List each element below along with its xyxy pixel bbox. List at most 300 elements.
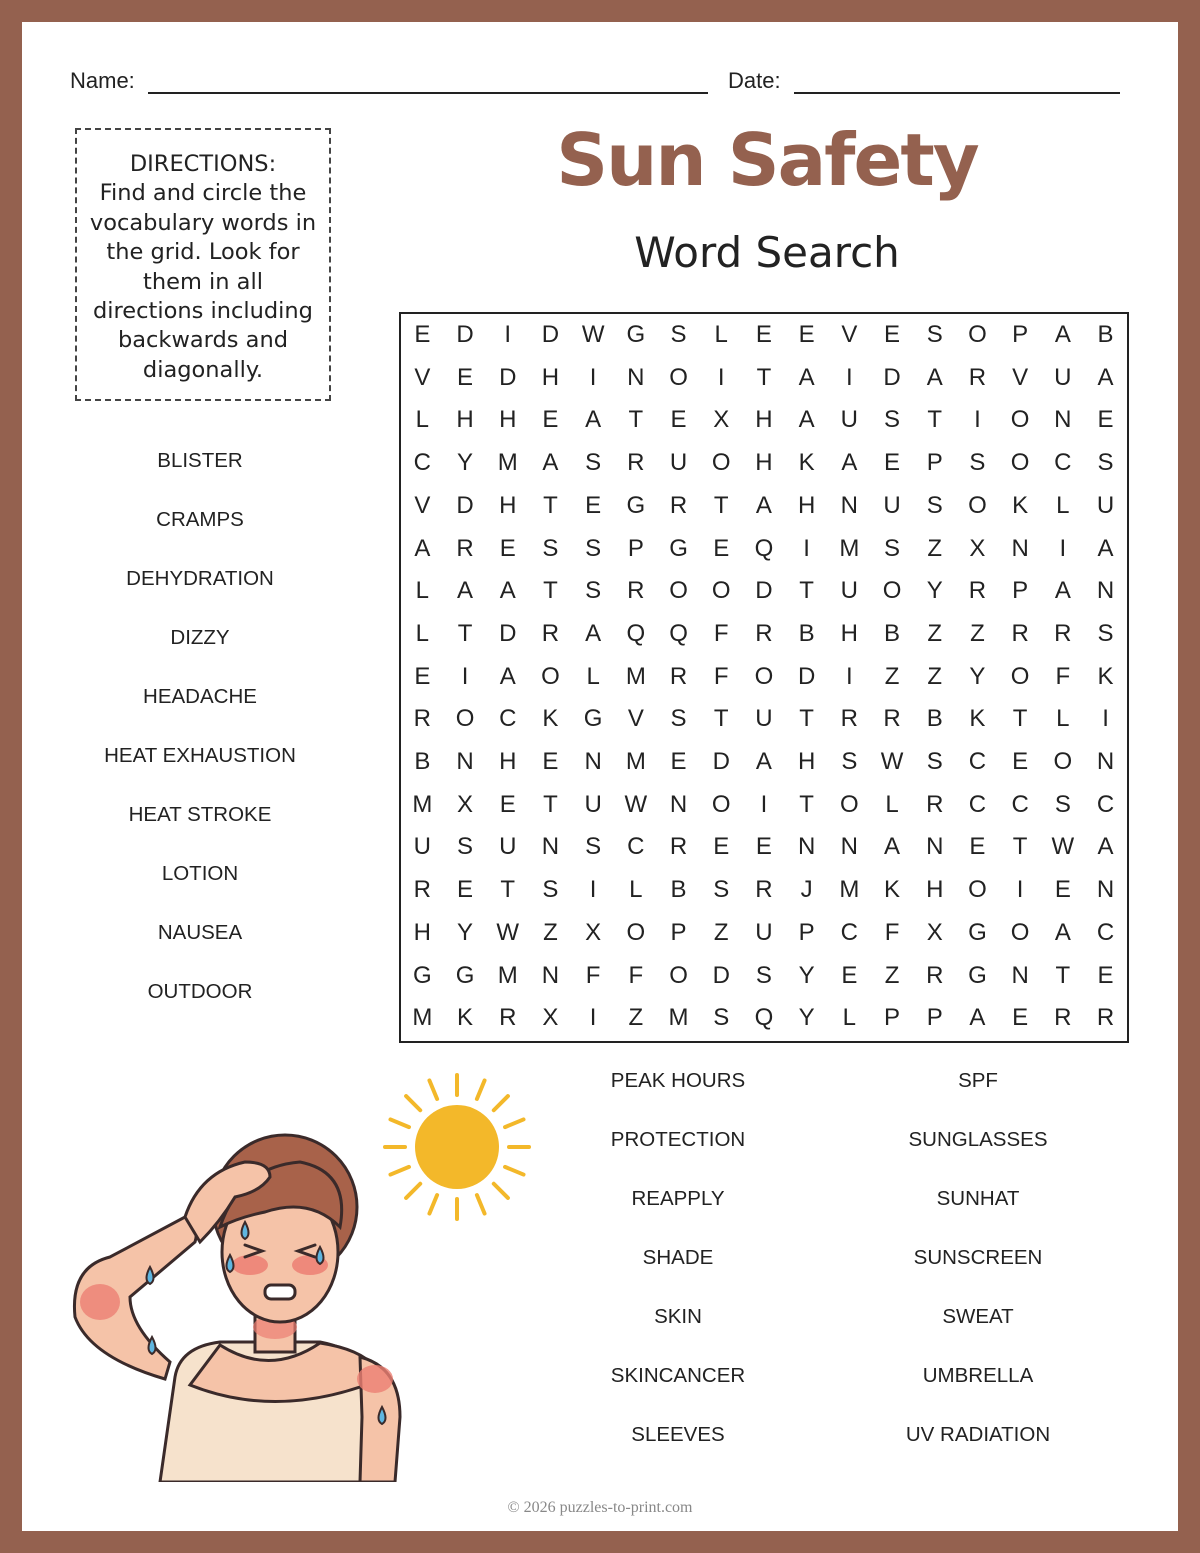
grid-letter[interactable]: P <box>1012 577 1029 605</box>
grid-letter[interactable]: O <box>1010 918 1030 946</box>
grid-letter[interactable]: B <box>798 619 815 647</box>
grid-letter[interactable]: Z <box>927 619 943 647</box>
grid-letter[interactable]: A <box>585 619 602 647</box>
grid-letter[interactable]: X <box>457 790 474 818</box>
grid-letter[interactable]: T <box>543 577 558 605</box>
grid-letter[interactable]: A <box>1054 321 1071 348</box>
grid-letter[interactable]: F <box>713 619 729 647</box>
grid-letter[interactable]: Z <box>628 1004 644 1032</box>
grid-letter[interactable]: Z <box>927 662 943 690</box>
grid-letter[interactable]: S <box>926 748 943 775</box>
grid-letter[interactable]: A <box>542 449 559 477</box>
grid-letter[interactable]: D <box>499 619 517 647</box>
grid-letter[interactable]: A <box>755 748 772 775</box>
grid-letter[interactable]: A <box>798 363 815 391</box>
grid-letter[interactable]: X <box>585 918 602 946</box>
grid-letter[interactable]: E <box>499 790 516 818</box>
grid-letter[interactable]: Q <box>754 1004 774 1032</box>
grid-letter[interactable]: O <box>626 918 646 946</box>
grid-letter[interactable]: E <box>798 321 815 348</box>
grid-letter[interactable]: H <box>755 449 773 477</box>
grid-letter[interactable]: P <box>1012 321 1029 348</box>
grid-letter[interactable]: I <box>589 363 597 391</box>
grid-letter[interactable]: R <box>968 363 987 391</box>
grid-letter[interactable]: O <box>669 577 688 605</box>
grid-letter[interactable]: S <box>542 534 559 562</box>
grid-letter[interactable]: T <box>1012 705 1028 733</box>
grid-letter[interactable]: G <box>413 961 432 989</box>
grid-letter[interactable]: F <box>1055 662 1071 690</box>
grid-letter[interactable]: D <box>712 961 730 989</box>
grid-letter[interactable]: A <box>414 534 431 562</box>
grid-letter[interactable]: Z <box>543 918 558 946</box>
grid-letter[interactable]: H <box>413 918 432 946</box>
grid-letter[interactable]: H <box>456 406 474 434</box>
grid-letter[interactable]: N <box>1054 406 1072 434</box>
grid-letter[interactable]: M <box>668 1004 689 1032</box>
grid-letter[interactable]: R <box>1096 1004 1115 1032</box>
grid-letter[interactable]: P <box>926 449 943 477</box>
grid-letter[interactable]: V <box>414 363 431 391</box>
grid-letter[interactable]: P <box>627 534 644 562</box>
grid-letter[interactable]: E <box>670 748 687 775</box>
grid-letter[interactable]: E <box>414 662 431 690</box>
grid-letter[interactable]: S <box>585 449 602 477</box>
grid-letter[interactable]: T <box>927 406 943 434</box>
date-label: Date: <box>728 68 781 93</box>
grid-letter[interactable]: E <box>1097 406 1114 434</box>
grid-letter[interactable]: S <box>1054 790 1071 818</box>
grid-letter[interactable]: V <box>1012 363 1029 391</box>
grid-letter[interactable]: C <box>1011 790 1029 818</box>
grid-letter[interactable]: T <box>1055 961 1071 989</box>
grid-letter[interactable]: H <box>541 363 560 391</box>
grid-letter[interactable]: I <box>1016 876 1024 904</box>
grid-letter[interactable]: D <box>797 662 816 690</box>
grid-letter[interactable]: T <box>713 705 729 733</box>
grid-letter[interactable]: B <box>884 619 901 647</box>
grid-letter[interactable]: R <box>669 491 688 519</box>
grid-letter[interactable]: I <box>974 406 981 434</box>
grid-letter[interactable]: N <box>797 833 816 861</box>
grid-letter[interactable]: S <box>755 961 772 989</box>
grid-letter[interactable]: U <box>499 833 517 861</box>
grid-letter[interactable]: T <box>543 491 558 519</box>
grid-letter[interactable]: R <box>755 876 773 904</box>
grid-letter[interactable]: B <box>926 705 943 733</box>
grid-letter[interactable]: B <box>670 876 687 904</box>
grid-letter[interactable]: C <box>1096 918 1115 946</box>
grid-letter[interactable]: U <box>1096 491 1115 519</box>
puzzle-subtitle: Word Search <box>634 228 900 277</box>
grid-letter[interactable]: Q <box>754 534 774 562</box>
grid-letter[interactable]: V <box>414 491 431 519</box>
grid-letter[interactable]: A <box>499 662 516 690</box>
grid-letter[interactable]: L <box>415 577 430 605</box>
grid-letter[interactable]: I <box>504 321 512 348</box>
grid-letter[interactable]: N <box>1011 534 1029 562</box>
grid-letter[interactable]: D <box>541 321 560 348</box>
grid-letter[interactable]: F <box>713 662 729 690</box>
grid-letter[interactable]: I <box>846 662 853 690</box>
grid-letter[interactable]: R <box>1054 1004 1072 1032</box>
grid-letter[interactable]: E <box>499 534 516 562</box>
grid-letter[interactable]: B <box>414 748 431 775</box>
vocab-word: HEAT EXHAUSTION <box>104 744 296 767</box>
grid-letter[interactable]: S <box>585 534 602 562</box>
grid-letter[interactable]: U <box>669 449 688 477</box>
grid-letter[interactable]: W <box>880 748 904 775</box>
grid-letter[interactable]: R <box>1054 619 1072 647</box>
grid-letter[interactable]: A <box>1054 577 1071 605</box>
grid-letter[interactable]: T <box>457 619 473 647</box>
grid-letter[interactable]: I <box>589 876 597 904</box>
grid-letter[interactable]: H <box>755 406 773 434</box>
grid-letter[interactable]: N <box>1096 876 1115 904</box>
grid-letter[interactable]: S <box>542 876 559 904</box>
grid-letter[interactable]: E <box>884 449 901 477</box>
grid-letter[interactable]: A <box>884 833 901 861</box>
grid-letter[interactable]: Z <box>927 534 943 562</box>
grid-letter[interactable]: R <box>926 790 944 818</box>
grid-letter[interactable]: S <box>926 491 943 519</box>
grid-letter[interactable]: K <box>542 705 559 733</box>
grid-letter[interactable]: K <box>1012 491 1029 519</box>
grid-letter[interactable]: O <box>1010 662 1030 690</box>
grid-letter[interactable]: S <box>585 833 602 861</box>
grid-letter[interactable]: K <box>798 449 815 477</box>
grid-letter[interactable]: E <box>884 321 901 348</box>
grid-letter[interactable]: T <box>543 790 558 818</box>
grid-letter[interactable]: A <box>798 406 815 434</box>
grid-letter[interactable]: R <box>456 534 474 562</box>
grid-letter[interactable]: S <box>1097 619 1114 647</box>
grid-letter[interactable]: E <box>755 833 772 861</box>
grid-letter[interactable]: L <box>415 406 430 434</box>
grid-letter[interactable]: D <box>499 363 517 391</box>
grid-letter[interactable]: R <box>755 619 773 647</box>
grid-letter[interactable]: W <box>496 918 520 946</box>
grid-letter[interactable]: M <box>497 961 518 989</box>
grid-letter[interactable]: I <box>589 1004 597 1032</box>
grid-letter[interactable]: R <box>926 961 944 989</box>
grid-letter[interactable]: E <box>414 321 431 348</box>
grid-letter[interactable]: Y <box>798 961 815 989</box>
grid-letter[interactable]: T <box>1012 833 1028 861</box>
grid-letter[interactable]: H <box>840 619 859 647</box>
grid-letter[interactable]: A <box>585 406 602 434</box>
grid-letter[interactable]: R <box>413 876 432 904</box>
grid-letter[interactable]: S <box>713 1004 730 1032</box>
grid-letter[interactable]: L <box>842 1004 857 1032</box>
grid-letter[interactable]: S <box>1097 449 1114 477</box>
grid-letter[interactable]: N <box>669 790 688 818</box>
grid-letter[interactable]: R <box>627 449 645 477</box>
grid-letter[interactable]: I <box>1102 705 1109 733</box>
grid-letter[interactable]: O <box>711 577 731 605</box>
grid-letter[interactable]: C <box>627 833 645 861</box>
grid-letter[interactable]: L <box>1056 705 1070 733</box>
grid-letter[interactable]: R <box>499 1004 517 1032</box>
grid-letter[interactable]: O <box>968 876 987 904</box>
grid-letter[interactable]: C <box>1054 449 1072 477</box>
grid-letter[interactable]: O <box>541 662 560 690</box>
worksheet-page <box>22 22 1178 1531</box>
grid-letter[interactable]: E <box>713 833 730 861</box>
grid-letter[interactable]: U <box>413 833 432 861</box>
grid-letter[interactable]: O <box>711 790 731 818</box>
grid-letter[interactable]: W <box>581 321 605 348</box>
grid-letter[interactable]: Z <box>884 961 900 989</box>
grid-letter[interactable]: U <box>1054 363 1072 391</box>
grid-letter[interactable]: Q <box>626 619 646 647</box>
grid-letter[interactable]: C <box>840 918 859 946</box>
grid-letter[interactable]: X <box>542 1004 559 1032</box>
grid-letter[interactable]: N <box>541 833 560 861</box>
grid-letter[interactable]: C <box>499 705 517 733</box>
grid-letter[interactable]: R <box>627 577 645 605</box>
grid-letter[interactable]: R <box>413 705 432 733</box>
grid-letter[interactable]: S <box>670 705 687 733</box>
grid-letter[interactable]: D <box>456 321 474 348</box>
grid-letter[interactable]: O <box>1053 748 1073 775</box>
grid-letter[interactable]: A <box>1097 833 1114 861</box>
grid-letter[interactable]: S <box>585 577 602 605</box>
grid-letter[interactable]: E <box>457 876 474 904</box>
grid-letter[interactable]: E <box>841 961 858 989</box>
grid-letter[interactable]: M <box>839 534 860 562</box>
grid-letter[interactable]: A <box>755 491 772 519</box>
grid-letter[interactable]: Y <box>457 918 474 946</box>
vocab-word: PROTECTION <box>610 1128 746 1151</box>
grid-letter[interactable]: E <box>713 534 730 562</box>
grid-letter[interactable]: N <box>1096 748 1115 775</box>
grid-letter[interactable]: N <box>1096 577 1115 605</box>
grid-letter[interactable]: C <box>1096 790 1115 818</box>
grid-letter[interactable]: O <box>968 321 987 348</box>
grid-letter[interactable]: Q <box>669 619 688 647</box>
grid-letter[interactable]: T <box>799 577 814 605</box>
grid-letter[interactable]: O <box>840 790 859 818</box>
grid-letter[interactable]: E <box>542 748 559 775</box>
grid-letter[interactable]: M <box>839 876 860 904</box>
vocab-word: HEAT STROKE <box>128 803 272 826</box>
grid-letter[interactable]: N <box>840 833 859 861</box>
grid-letter[interactable]: N <box>926 833 944 861</box>
grid-letter[interactable]: R <box>669 662 688 690</box>
grid-letter[interactable]: E <box>585 491 602 519</box>
grid-letter[interactable]: Y <box>969 662 986 690</box>
grid-letter[interactable]: A <box>1054 918 1071 946</box>
grid-letter[interactable]: O <box>968 491 987 519</box>
grid-letter[interactable]: U <box>755 918 773 946</box>
grid-letter[interactable]: D <box>883 363 901 391</box>
grid-letter[interactable]: E <box>1054 876 1071 904</box>
grid-letter[interactable]: O <box>669 961 688 989</box>
grid-letter[interactable]: Z <box>713 918 729 946</box>
grid-letter[interactable]: N <box>584 748 602 775</box>
grid-letter[interactable]: R <box>968 577 987 605</box>
grid-letter[interactable]: S <box>884 534 901 562</box>
grid-letter[interactable]: S <box>884 406 901 434</box>
grid-letter[interactable]: N <box>456 748 474 775</box>
name-field-line[interactable] <box>148 92 708 94</box>
grid-letter[interactable]: N <box>840 491 859 519</box>
grid-letter[interactable]: T <box>799 705 814 733</box>
grid-letter[interactable]: A <box>457 577 474 605</box>
grid-letter[interactable]: P <box>670 918 687 946</box>
grid-letter[interactable]: I <box>1059 534 1067 562</box>
grid-letter[interactable]: O <box>669 363 688 391</box>
grid-letter[interactable]: E <box>457 363 474 391</box>
grid-letter[interactable]: H <box>797 748 816 775</box>
grid-letter[interactable]: G <box>968 961 987 989</box>
grid-letter[interactable]: R <box>883 705 901 733</box>
grid-letter[interactable]: K <box>1097 662 1114 690</box>
grid-letter[interactable]: T <box>713 491 729 519</box>
grid-letter[interactable]: O <box>711 449 731 477</box>
grid-letter[interactable]: N <box>1011 961 1029 989</box>
grid-letter[interactable]: R <box>1011 619 1029 647</box>
grid-letter[interactable]: M <box>412 790 433 818</box>
grid-letter[interactable]: R <box>669 833 688 861</box>
grid-letter[interactable]: X <box>713 406 730 434</box>
grid-letter[interactable]: U <box>883 491 901 519</box>
grid-letter[interactable]: E <box>1012 748 1029 775</box>
grid-letter[interactable]: G <box>626 321 646 348</box>
grid-letter[interactable]: A <box>969 1004 986 1032</box>
grid-letter[interactable]: E <box>755 321 772 348</box>
grid-letter[interactable]: K <box>884 876 901 904</box>
grid-letter[interactable]: G <box>669 534 688 562</box>
grid-letter[interactable]: L <box>714 321 728 348</box>
grid-letter[interactable]: S <box>841 748 858 775</box>
grid-letter[interactable]: H <box>926 876 944 904</box>
word-list-column-3 <box>840 1062 1116 1475</box>
grid-letter[interactable]: A <box>1097 534 1114 562</box>
grid-letter[interactable]: Z <box>884 662 900 690</box>
grid-letter[interactable]: L <box>415 619 430 647</box>
grid-letter[interactable]: L <box>1056 491 1070 519</box>
grid-letter[interactable]: I <box>760 790 768 818</box>
grid-letter[interactable]: G <box>583 705 603 733</box>
grid-letter[interactable]: G <box>626 491 646 519</box>
grid-letter[interactable]: D <box>755 577 773 605</box>
grid-letter[interactable]: H <box>499 491 517 519</box>
grid-letter[interactable]: G <box>455 961 475 989</box>
grid-letter[interactable]: H <box>499 748 517 775</box>
grid-letter[interactable]: L <box>885 790 899 818</box>
grid-letter[interactable]: W <box>624 790 648 818</box>
grid-letter[interactable]: I <box>803 534 810 562</box>
grid-letter[interactable]: T <box>756 363 772 391</box>
grid-letter[interactable]: L <box>586 662 600 690</box>
grid-letter[interactable]: U <box>840 577 859 605</box>
grid-letter[interactable]: S <box>713 876 730 904</box>
grid-letter[interactable]: A <box>841 449 858 477</box>
grid-letter[interactable]: P <box>884 1004 901 1032</box>
grid-letter[interactable]: B <box>1097 321 1114 348</box>
grid-letter[interactable]: U <box>584 790 602 818</box>
grid-letter[interactable]: I <box>717 363 725 391</box>
grid-letter[interactable]: Y <box>926 577 943 605</box>
grid-letter[interactable]: E <box>670 406 687 434</box>
grid-letter[interactable]: I <box>461 662 469 690</box>
grid-letter[interactable]: C <box>413 449 432 477</box>
grid-letter[interactable]: F <box>585 961 601 989</box>
grid-letter[interactable]: T <box>500 876 516 904</box>
word-search-grid <box>399 312 1129 1043</box>
grid-letter[interactable]: K <box>457 1004 474 1032</box>
grid-letter[interactable]: O <box>1010 406 1030 434</box>
grid-letter[interactable]: V <box>841 321 858 348</box>
grid-letter[interactable]: S <box>926 321 943 348</box>
grid-letter[interactable]: A <box>926 363 943 391</box>
grid-letter[interactable]: O <box>754 662 774 690</box>
grid-letter[interactable]: G <box>968 918 987 946</box>
grid-letter[interactable]: T <box>628 406 644 434</box>
grid-letter[interactable]: Y <box>457 449 474 477</box>
grid-letter[interactable]: T <box>799 790 814 818</box>
grid-letter[interactable]: Z <box>970 619 985 647</box>
grid-letter[interactable]: S <box>457 833 474 861</box>
grid-letter[interactable]: A <box>1097 363 1114 391</box>
vocab-word: LOTION <box>161 862 239 885</box>
grid-letter[interactable]: I <box>846 363 853 391</box>
grid-letter[interactable]: C <box>968 748 987 775</box>
grid-letter[interactable]: H <box>499 406 517 434</box>
grid-letter[interactable]: F <box>884 918 900 946</box>
grid-letter[interactable]: N <box>541 961 560 989</box>
grid-letter[interactable]: V <box>627 705 644 733</box>
grid-letter[interactable]: S <box>670 321 687 348</box>
grid-letter[interactable]: L <box>629 876 643 904</box>
grid-letter[interactable]: W <box>1051 833 1075 861</box>
date-field-line[interactable] <box>794 92 1120 94</box>
grid-letter[interactable]: O <box>455 705 475 733</box>
grid-letter[interactable]: C <box>968 790 987 818</box>
grid-letter[interactable]: O <box>882 577 902 605</box>
grid-letter[interactable]: D <box>456 491 474 519</box>
grid-letter[interactable]: P <box>926 1004 943 1032</box>
grid-letter[interactable]: H <box>797 491 816 519</box>
grid-letter[interactable]: U <box>840 406 859 434</box>
grid-letter[interactable]: J <box>800 876 813 904</box>
grid-letter[interactable]: E <box>542 406 559 434</box>
grid-letter[interactable]: M <box>412 1004 433 1032</box>
grid-letter[interactable]: A <box>499 577 516 605</box>
grid-letter[interactable]: U <box>755 705 773 733</box>
grid-letter[interactable]: O <box>1010 449 1030 477</box>
grid-letter[interactable]: X <box>969 534 986 562</box>
grid-letter[interactable]: S <box>969 449 986 477</box>
grid-letter[interactable]: F <box>628 961 644 989</box>
grid-letter[interactable]: M <box>625 662 646 690</box>
grid-letter[interactable]: D <box>712 748 730 775</box>
grid-letter[interactable]: P <box>798 918 815 946</box>
grid-letter[interactable]: X <box>926 918 943 946</box>
grid-letter[interactable]: E <box>1012 1004 1029 1032</box>
grid-letter[interactable]: M <box>625 748 646 775</box>
grid-letter[interactable]: M <box>497 449 518 477</box>
grid-letter[interactable]: R <box>840 705 859 733</box>
grid-letter[interactable]: E <box>969 833 986 861</box>
grid-letter[interactable]: E <box>1097 961 1114 989</box>
grid-letter[interactable]: K <box>969 705 986 733</box>
grid-letter[interactable]: R <box>541 619 560 647</box>
grid-letter[interactable]: N <box>627 363 645 391</box>
grid-letter[interactable]: Y <box>798 1004 815 1032</box>
